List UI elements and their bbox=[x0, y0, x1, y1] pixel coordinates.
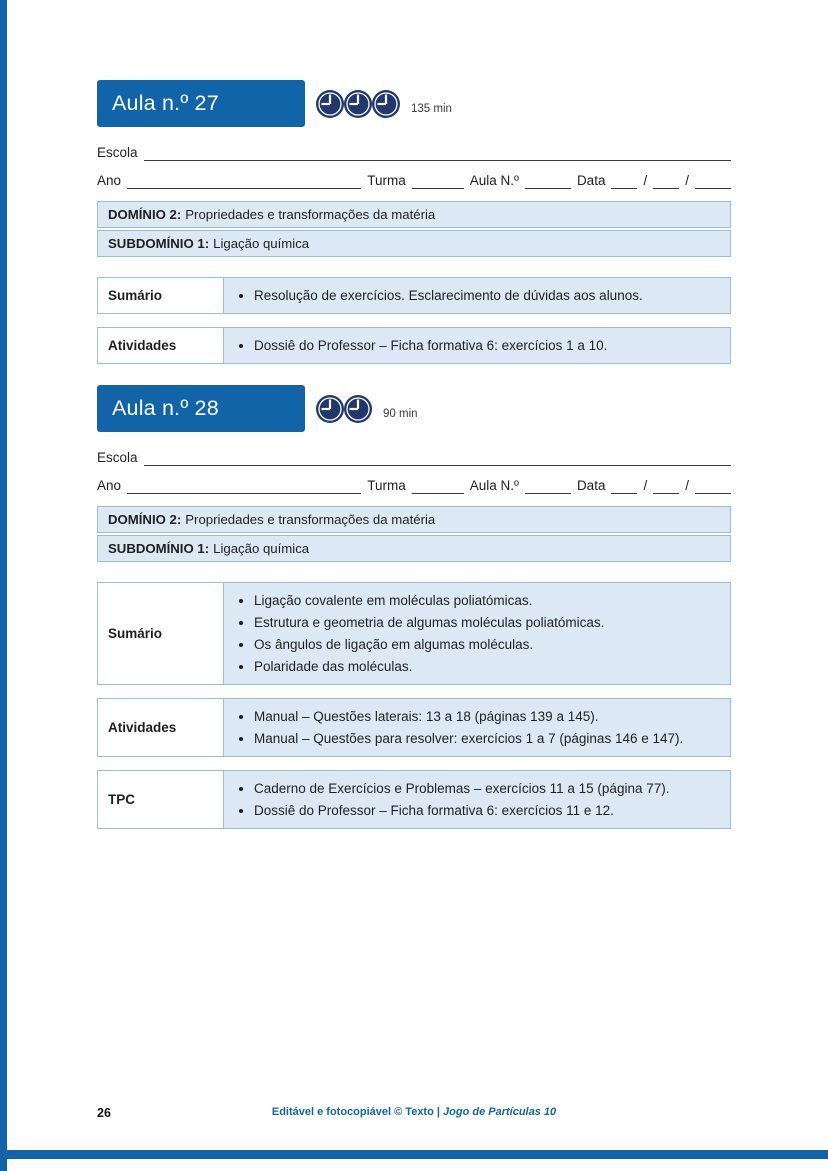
section-label: Atividades bbox=[97, 327, 224, 364]
clock-icon bbox=[343, 394, 373, 424]
aula-num-blank-line bbox=[525, 479, 571, 494]
ano-blank-line bbox=[127, 174, 361, 189]
clock-icon bbox=[343, 89, 373, 119]
section-item: • Ligação covalente em moléculas poliatómicas. bbox=[254, 590, 720, 611]
duration-clocks bbox=[315, 89, 401, 119]
sumario-row bbox=[97, 277, 731, 314]
lesson-block-28 bbox=[97, 385, 731, 829]
section-label: Atividades bbox=[97, 698, 224, 757]
lesson-27-header bbox=[97, 80, 731, 127]
lesson-title: Aula n.º 27 bbox=[112, 91, 219, 115]
date-slash: / bbox=[685, 173, 689, 188]
section-content bbox=[223, 698, 731, 757]
turma-blank-line bbox=[412, 174, 464, 189]
escola-label: Escola bbox=[97, 145, 138, 160]
footer-credit-text: Editável e fotocopiável © Texto | bbox=[271, 1106, 444, 1118]
section-item: • Os ângulos de ligação em algumas moléculas. bbox=[254, 634, 720, 655]
section-item: • Estrutura e geometria de algumas moléculas poliatómicas. bbox=[254, 612, 720, 633]
date-blank-line bbox=[611, 174, 637, 189]
section-content bbox=[223, 770, 731, 829]
lesson-title-badge bbox=[97, 385, 305, 432]
domain-stack bbox=[97, 201, 731, 257]
lesson-block-27 bbox=[97, 80, 731, 364]
clock-icon bbox=[315, 394, 345, 424]
sumario-row bbox=[97, 582, 731, 685]
section-item: • Manual – Questões para resolver: exercícios 1 a 7 (páginas 146 e 147). bbox=[254, 728, 720, 749]
subdomain-box bbox=[97, 230, 731, 257]
section-content bbox=[223, 277, 731, 314]
lesson-28-header bbox=[97, 385, 731, 432]
escola-row bbox=[97, 446, 731, 466]
turma-label: Turma bbox=[367, 478, 406, 493]
date-slash: / bbox=[685, 478, 689, 493]
section-item: • Dossiê do Professor – Ficha formativa 6: exercícios 11 e 12. bbox=[254, 800, 720, 821]
date-slash: / bbox=[643, 478, 648, 493]
data-label: Data bbox=[576, 173, 606, 188]
domain-text: Propriedades e transformações da matéria bbox=[185, 512, 436, 527]
clock-icon bbox=[371, 89, 401, 119]
domain-box bbox=[97, 201, 731, 228]
subdomain-text: Ligação química bbox=[213, 541, 310, 556]
section-label: Sumário bbox=[97, 277, 224, 314]
atividades-row bbox=[97, 698, 731, 757]
aula-num-label: Aula N.º bbox=[469, 478, 519, 493]
section-item: • Caderno de Exercícios e Problemas – exercícios 11 a 15 (página 77). bbox=[254, 778, 720, 799]
turma-label: Turma bbox=[367, 173, 406, 188]
subdomain-text: Ligação química bbox=[213, 236, 310, 251]
subdomain-label: SUBDOMÍNIO 1: bbox=[108, 236, 210, 251]
aula-num-blank-line bbox=[525, 174, 571, 189]
escola-blank-line bbox=[144, 146, 731, 161]
footer-book-title: Jogo de Partículas 10 bbox=[443, 1106, 557, 1118]
escola-row bbox=[97, 141, 731, 161]
section-content bbox=[223, 327, 731, 364]
date-blank-line bbox=[695, 479, 731, 494]
turma-blank-line bbox=[412, 479, 464, 494]
domain-stack bbox=[97, 506, 731, 562]
escola-label: Escola bbox=[97, 450, 138, 465]
domain-text: Propriedades e transformações da matéria bbox=[185, 207, 436, 222]
date-blank-line bbox=[695, 174, 731, 189]
ano-row bbox=[97, 169, 731, 189]
data-label: Data bbox=[576, 478, 606, 493]
subdomain-box bbox=[97, 535, 731, 562]
date-blank-line bbox=[653, 479, 679, 494]
subdomain-label: SUBDOMÍNIO 1: bbox=[108, 541, 210, 556]
duration-label: 90 min bbox=[383, 407, 418, 420]
domain-box bbox=[97, 506, 731, 533]
duration-clocks bbox=[315, 394, 373, 424]
ano-label: Ano bbox=[97, 173, 122, 188]
domain-label: DOMÍNIO 2: bbox=[108, 512, 182, 527]
left-accent-bar bbox=[0, 0, 7, 1171]
date-slash: / bbox=[643, 173, 648, 188]
section-content bbox=[223, 582, 731, 685]
section-item: • Resolução de exercícios. Esclarecimento de dúvidas aos alunos. bbox=[254, 285, 720, 306]
ano-row bbox=[97, 474, 731, 494]
date-blank-line bbox=[611, 479, 637, 494]
page-footer bbox=[0, 1106, 828, 1126]
escola-blank-line bbox=[144, 451, 731, 466]
section-item: • Dossiê do Professor – Ficha formativa 6: exercícios 1 a 10. bbox=[254, 335, 720, 356]
section-label: Sumário bbox=[97, 582, 224, 685]
lesson-title-badge bbox=[97, 80, 305, 127]
date-blank-line bbox=[653, 174, 679, 189]
section-item: • Polaridade das moléculas. bbox=[254, 656, 720, 677]
tpc-row bbox=[97, 770, 731, 829]
clock-icon bbox=[315, 89, 345, 119]
lesson-title: Aula n.º 28 bbox=[112, 396, 219, 420]
ano-label: Ano bbox=[97, 478, 122, 493]
domain-label: DOMÍNIO 2: bbox=[108, 207, 182, 222]
page-number: 26 bbox=[97, 1106, 111, 1120]
section-label: TPC bbox=[97, 770, 224, 829]
bottom-accent-bar bbox=[7, 1150, 828, 1159]
footer-credit bbox=[0, 1106, 828, 1118]
atividades-row bbox=[97, 327, 731, 364]
aula-num-label: Aula N.º bbox=[469, 173, 519, 188]
section-item: • Manual – Questões laterais: 13 a 18 (páginas 139 a 145). bbox=[254, 706, 720, 727]
ano-blank-line bbox=[127, 479, 361, 494]
duration-label: 135 min bbox=[411, 102, 452, 115]
